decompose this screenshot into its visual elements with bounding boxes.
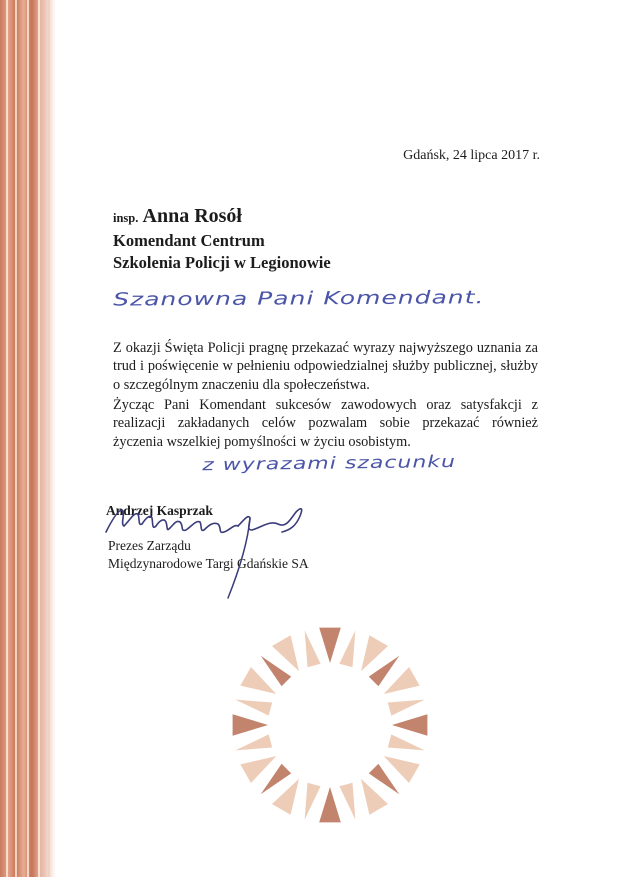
- letter-paragraph: Życząc Pani Komendant sukcesów zawodowych oraz satysfakcji z realizacji zakładanych celów pozwalam sobie przekazać również życzenia wszelkiej pomyślności w życiu osobistym.: [113, 397, 538, 450]
- band-stripe: [15, 0, 17, 877]
- recipient-position: Komendant Centrum: [113, 230, 265, 250]
- sun-triangle-ring-logo: [220, 615, 440, 835]
- logo-triangle: [305, 783, 321, 820]
- logo-triangle: [235, 734, 272, 750]
- logo-triangle: [388, 734, 425, 750]
- recipient-name-line: [113, 205, 331, 230]
- logo-triangle: [272, 779, 299, 815]
- logo-triangle: [384, 756, 420, 783]
- logo-triangle: [384, 667, 420, 694]
- logo-triangle: [261, 764, 292, 795]
- decorative-side-band: [0, 0, 50, 877]
- signer-role-title: Prezes Zarządu: [108, 538, 191, 553]
- handwritten-signature: [100, 490, 320, 605]
- logo-triangle: [240, 667, 276, 694]
- logo-triangle: [339, 783, 355, 820]
- band-fade: [48, 0, 56, 877]
- logo-triangle: [369, 656, 400, 687]
- logo-triangle: [233, 714, 268, 736]
- logo-triangle: [235, 700, 272, 716]
- logo-triangle: [261, 656, 292, 687]
- logo-triangle: [305, 630, 321, 667]
- logo-triangle: [272, 635, 299, 671]
- logo-triangle: [392, 714, 427, 736]
- signer-company: Międzynarodowe Targi Gdańskie SA: [108, 556, 309, 571]
- handwritten-closing: z wyrazami szacunku: [202, 452, 457, 475]
- logo-triangle: [319, 787, 341, 822]
- signature-stroke: [106, 510, 238, 532]
- band-stripe: [38, 0, 40, 877]
- logo-triangle: [361, 779, 388, 815]
- signature-stroke: [238, 509, 302, 532]
- letter-paragraph: Z okazji Święta Policji pragnę przekazać wyrazy najwyższego uznania za trud i poświęcenie w pełnieniu odpowiedzialnej służby publicznej, służby o szczególnym znaczeniu dla społeczeństwa.: [113, 340, 538, 393]
- recipient-block: [113, 205, 331, 275]
- handwritten-salutation: Szanowna Pani Komendant.: [113, 286, 485, 310]
- recipient-institution: Szkolenia Policji w Legionowie: [113, 253, 331, 272]
- signature-stroke: [228, 518, 250, 598]
- band-stripe: [27, 0, 29, 877]
- logo-triangle: [240, 756, 276, 783]
- band-stripe: [6, 0, 8, 877]
- logo-ray-group: [233, 628, 428, 823]
- recipient-rank: insp.: [113, 211, 139, 225]
- signer-name: Andrzej Kasprzak: [106, 503, 213, 518]
- logo-triangle: [369, 764, 400, 795]
- logo-triangle: [319, 628, 341, 663]
- logo-triangle: [339, 630, 355, 667]
- recipient-name: Anna Rosół: [142, 205, 242, 227]
- letter-date: Gdańsk, 24 lipca 2017 r.: [403, 148, 540, 163]
- logo-triangle: [361, 635, 388, 671]
- logo-triangle: [388, 700, 425, 716]
